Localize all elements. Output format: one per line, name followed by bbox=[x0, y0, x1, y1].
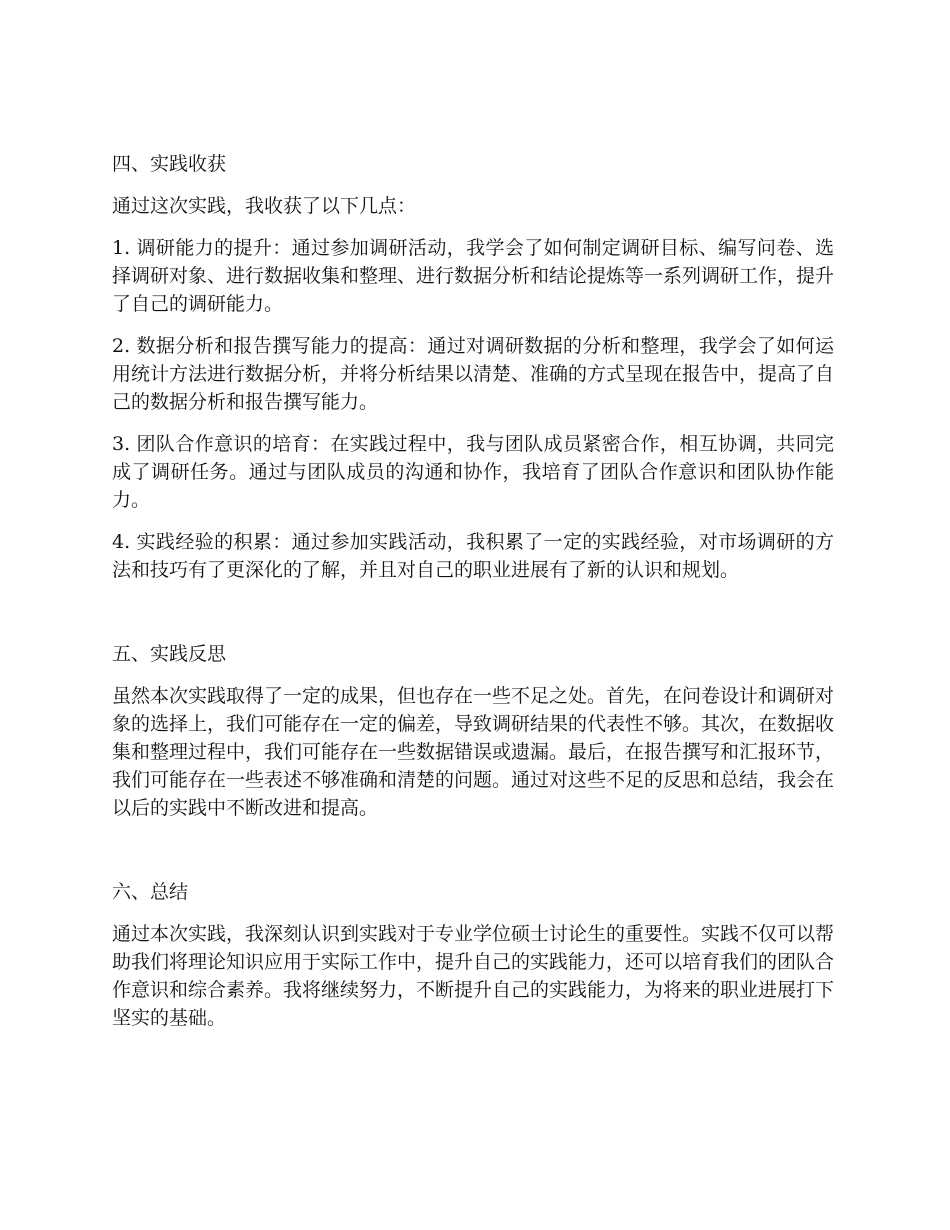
section-heading-reflection: 五、实践反思 bbox=[112, 643, 227, 665]
harvest-item-1: 1. 调研能力的提升：通过参加调研活动，我学会了如何制定调研目标、编写问卷、选择调研对象、进行数据收集和整理、进行数据分析和结论提炼等一系列调研工作，提升了自己的调研能力。 bbox=[112, 237, 835, 315]
harvest-item-3: 3. 团队合作意识的培育：在实践过程中，我与团队成员紧密合作，相互协调，共同完成了调研任务。通过与团队成员的沟通和协作，我培育了团队合作意识和团队协作能力。 bbox=[112, 433, 834, 511]
section-heading-summary: 六、总结 bbox=[112, 881, 189, 903]
summary-paragraph: 通过本次实践，我深刻认识到实践对于专业学位硕士讨论生的重要性。实践不仅可以帮助我们将理论知识应用于实际工作中，提升自己的实践能力，还可以培育我们的团队合作意识和综合素养。我将继续努力，不断提升自己的实践能力，为将来的职业进展打下坚实的基础。 bbox=[112, 923, 835, 1029]
document-page bbox=[112, 150, 834, 1046]
section-spacer bbox=[112, 598, 834, 640]
reflection-paragraph: 虽然本次实践取得了一定的成果，但也存在一些不足之处。首先，在问卷设计和调研对象的选择上，我们可能存在一定的偏差，导致调研结果的代表性不够。其次，在数据收集和整理过程中，我们可能存在一些数据错误或遗漏。最后，在报告撰写和汇报环节，我们可能存在一些表述不够准确和清楚的问题。通过对这些不足的反思和总结，我会在以后的实践中不断改进和提高。 bbox=[112, 685, 835, 819]
section-spacer bbox=[112, 836, 834, 878]
section-heading-harvest: 四、实践收获 bbox=[112, 153, 227, 175]
harvest-item-4: 4. 实践经验的积累：通过参加实践活动，我积累了一定的实践经验，对市场调研的方法和技巧有了更深化的了解，并且对自己的职业进展有了新的认识和规划。 bbox=[112, 531, 834, 581]
harvest-item-2: 2. 数据分析和报告撰写能力的提高：通过对调研数据的分析和整理，我学会了如何运用统计方法进行数据分析，并将分析结果以清楚、准确的方式呈现在报告中，提高了自己的数据分析和报告撰写能力。 bbox=[112, 335, 835, 413]
intro-paragraph: 通过这次实践，我收获了以下几点： bbox=[112, 195, 417, 217]
